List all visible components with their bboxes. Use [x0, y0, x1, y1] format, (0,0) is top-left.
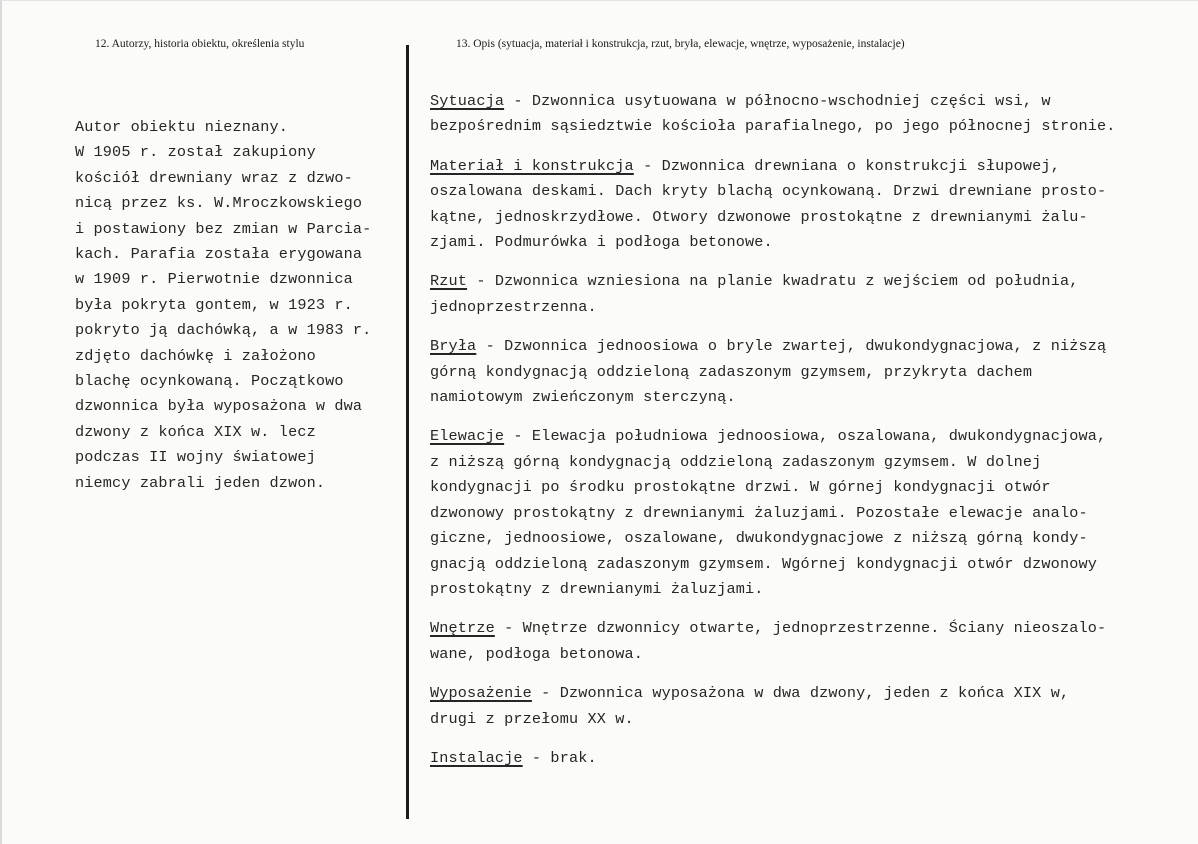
section-line: giczne, jednoosiowe, oszalowane, dwukondygnacjowe z niższą górną kondy- — [430, 529, 1088, 548]
section-line: wane, podłoga betonowa. — [430, 644, 644, 663]
section-first-line — [430, 89, 1190, 114]
section-text: - brak. — [522, 748, 597, 767]
section-first-line — [430, 746, 1190, 771]
history-line: Autor obiektu nieznany. — [75, 118, 289, 136]
section-line: gnacją oddzieloną zadaszonym gzymsem. Wgórnej kondygnacji otwór dzwonowy — [430, 554, 1098, 573]
section-term: Wnętrze — [430, 619, 495, 638]
description-section — [430, 89, 1190, 140]
history-line: niemcy zabrali jeden dzwon. — [75, 473, 326, 492]
description-section — [430, 154, 1190, 256]
history-line: była pokryta gontem, w 1923 r. — [75, 295, 353, 314]
section-text: - Dzwonnica wzniesiona na planie kwadratu z wejściem od południa, — [467, 272, 1079, 291]
history-line: kościół drewniany wraz z dzwo- — [75, 168, 353, 187]
history-line: W 1905 r. został zakupiony — [75, 143, 316, 162]
section-line: namiotowym zwieńczonym sterczyną. — [430, 388, 736, 407]
history-text — [75, 115, 405, 496]
column-divider — [406, 45, 409, 819]
section-text: - Dzwonnica jednoosiowa o bryle zwartej, dwukondygnacjowa, z niższą — [476, 337, 1107, 356]
section-text: - Wnętrze dzwonnicy otwarte, jednoprzestrzenne. Ściany nieoszalo- — [494, 619, 1107, 638]
history-line: blachę ocynkowaną. Początkowo — [75, 372, 344, 391]
history-line: zdjęto dachówkę i założono — [75, 346, 316, 365]
section-first-line — [430, 616, 1190, 641]
section-first-line — [430, 154, 1190, 179]
description-section — [430, 269, 1190, 320]
section-line: górną kondygnacją oddzieloną zadaszonym gzymsem, przykryta dachem — [430, 362, 1033, 381]
section-text: - Dzwonnica wyposażona w dwa dzwony, jeden z końca XIX w, — [531, 684, 1070, 703]
section-first-line — [430, 269, 1190, 294]
section-line: kątne, jednoskrzydłowe. Otwory dzwonowe prostokątne z drewnianymi żalu- — [430, 207, 1088, 226]
section-term: Bryła — [430, 337, 477, 356]
section-text: - Dzwonnica drewniana o konstrukcji słupowej, — [633, 156, 1060, 175]
section-line: bezpośrednim sąsiedztwie kościoła parafialnego, po jego północnej stronie. — [430, 117, 1116, 136]
section-term: Instalacje — [430, 748, 523, 767]
history-line: w 1909 r. Pierwotnie dzwonnica — [75, 270, 353, 289]
history-line: kach. Parafia została erygowana — [75, 245, 363, 264]
section-line: z niższą górną kondygnacją oddzieloną zadaszonym gzymsem. W dolnej — [430, 452, 1042, 471]
section-line: prostokątny z drewnianymi żaluzjami. — [430, 579, 764, 598]
history-line: pokryto ją dachówką, a w 1983 r. — [75, 321, 372, 340]
description-section — [430, 746, 1190, 771]
section-term: Rzut — [430, 272, 468, 291]
history-line: podczas II wojny światowej — [75, 448, 316, 467]
section-line: jednoprzestrzenna. — [430, 297, 597, 316]
section-line: dzwonowy prostokątny z drewnianymi żaluzjami. Pozostałe elewacje analo- — [430, 503, 1088, 522]
section-text: - Dzwonnica usytuowana w północno-wschodniej części wsi, w — [504, 92, 1051, 110]
section-term: Wyposażenie — [430, 684, 532, 703]
section-line: kondygnacji po środku prostokątne drzwi. W górnej kondygnacji otwór — [430, 478, 1051, 497]
history-line: nicą przez ks. W.Mroczkowskiego — [75, 194, 363, 213]
section-term: Materiał i konstrukcja — [430, 156, 634, 175]
section-term: Sytuacja — [430, 92, 505, 110]
section-line: drugi z przełomu XX w. — [430, 709, 634, 728]
description-section — [430, 334, 1190, 410]
description-section — [430, 616, 1190, 667]
section-first-line — [430, 424, 1190, 449]
history-line: dzwony z końca XIX w. lecz — [75, 422, 316, 441]
description-section — [430, 681, 1190, 732]
description-section — [430, 424, 1190, 602]
section-12-header: 12. Autorzy, historia obiektu, określenia stylu — [95, 38, 305, 50]
history-line: i postawiony bez zmian w Parcia- — [75, 219, 372, 238]
section-term: Elewacje — [430, 427, 505, 446]
history-line: dzwonnica była wyposażona w dwa — [75, 397, 363, 416]
section-13-header: 13. Opis (sytuacja, materiał i konstrukcja, rzut, bryła, elewacje, wnętrze, wyposażenie, instalacje) — [456, 38, 905, 50]
section-first-line — [430, 334, 1190, 359]
section-line: oszalowana deskami. Dach kryty blachą ocynkowaną. Drzwi drewniane prosto- — [430, 182, 1107, 201]
section-first-line — [430, 681, 1190, 706]
section-text: - Elewacja południowa jednoosiowa, oszalowana, dwukondygnacjowa, — [504, 427, 1107, 446]
description-text — [430, 89, 1190, 785]
section-line: zjami. Podmurówka i podłoga betonowe. — [430, 233, 773, 252]
